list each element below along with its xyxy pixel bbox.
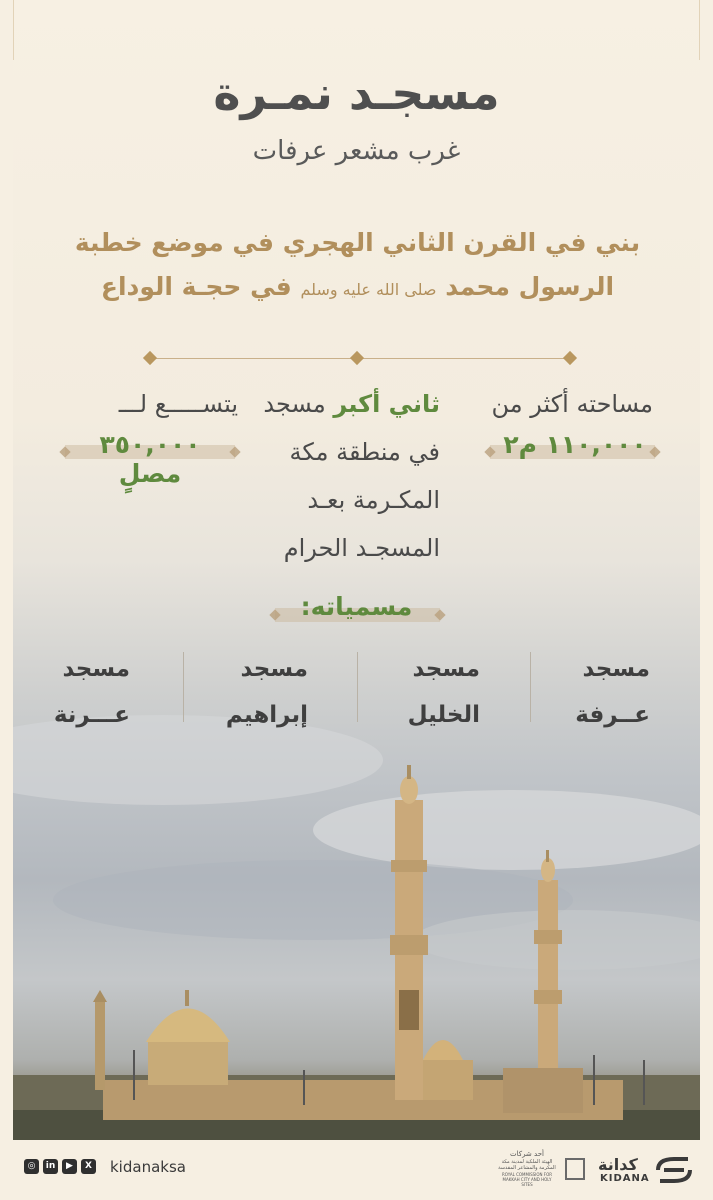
name-item xyxy=(500,646,650,738)
rank-bold: ثاني أكبر xyxy=(333,390,440,418)
area-value: ١١٠,٠٠٠ م٢ xyxy=(503,430,647,459)
names-label: مسمياته: xyxy=(300,592,413,621)
kidana-logo xyxy=(598,1155,698,1185)
x-icon[interactable]: X xyxy=(81,1159,96,1174)
intro-farewell: في حجـة الوداع xyxy=(100,272,292,301)
commission-emblem-icon xyxy=(565,1158,585,1180)
card-frame xyxy=(13,0,700,60)
name-separator xyxy=(530,652,531,722)
page-subtitle: غرب مشعر عرفات xyxy=(252,136,461,166)
rank-line-4: المسجـد الحرام xyxy=(283,534,440,562)
intro-salutation: صلى الله عليه وسلم xyxy=(300,280,437,299)
intro-prophet-name: الرسول محمد xyxy=(445,272,615,301)
name-prefix: مسجد xyxy=(240,656,308,682)
page-title: مسجـد نمـرة xyxy=(213,66,500,120)
social-handle[interactable]: kidanaksa xyxy=(110,1158,186,1176)
rank-line-2: في منطقة مكة xyxy=(289,438,440,466)
name-prefix: مسجد xyxy=(62,656,130,682)
name-item xyxy=(0,646,130,738)
rank-line-3: المكـرمة بعـد xyxy=(307,486,440,514)
intro-line-2 xyxy=(60,272,655,301)
area-label: مساحته أكثر من xyxy=(491,390,653,418)
partner-line-1: أحد شركات xyxy=(510,1150,544,1158)
name-value: عــرفة xyxy=(575,702,650,728)
name-value: الخليل xyxy=(407,702,480,728)
name-value: عـــرنة xyxy=(53,702,130,728)
capacity-label: يتســـــع لـــ xyxy=(118,390,238,418)
partner-line-2: الهيئة الملكية لمدينة مكة المكرمة والمشاعر المقدسة xyxy=(498,1159,556,1171)
name-prefix: مسجد xyxy=(582,656,650,682)
brand-arabic: كدانة xyxy=(598,1155,638,1174)
rank-rest: مسجد xyxy=(263,390,334,418)
intro-line-1: بني في القرن الثاني الهجري في موضع خطبة xyxy=(74,228,641,257)
kidana-mark-icon xyxy=(654,1156,694,1184)
linkedin-icon[interactable]: in xyxy=(43,1159,58,1174)
name-item xyxy=(330,646,480,738)
social-links xyxy=(24,1159,96,1174)
partner-line-3: ROYAL COMMISSION FOR MAKKAH CITY AND HOLY SITES xyxy=(502,1172,552,1187)
name-separator xyxy=(183,652,184,722)
name-prefix: مسجد xyxy=(412,656,480,682)
capacity-value: ٣٥٠,٠٠٠ مصلٍ xyxy=(99,430,201,488)
rank-text xyxy=(260,380,440,572)
name-value: إبراهيم xyxy=(225,702,308,728)
youtube-icon[interactable]: ▶ xyxy=(62,1159,77,1174)
instagram-icon[interactable]: ◎ xyxy=(24,1159,39,1174)
name-separator xyxy=(357,652,358,722)
name-item xyxy=(158,646,308,738)
brand-english: KIDANA xyxy=(600,1173,650,1184)
royal-commission-logo xyxy=(498,1150,585,1187)
